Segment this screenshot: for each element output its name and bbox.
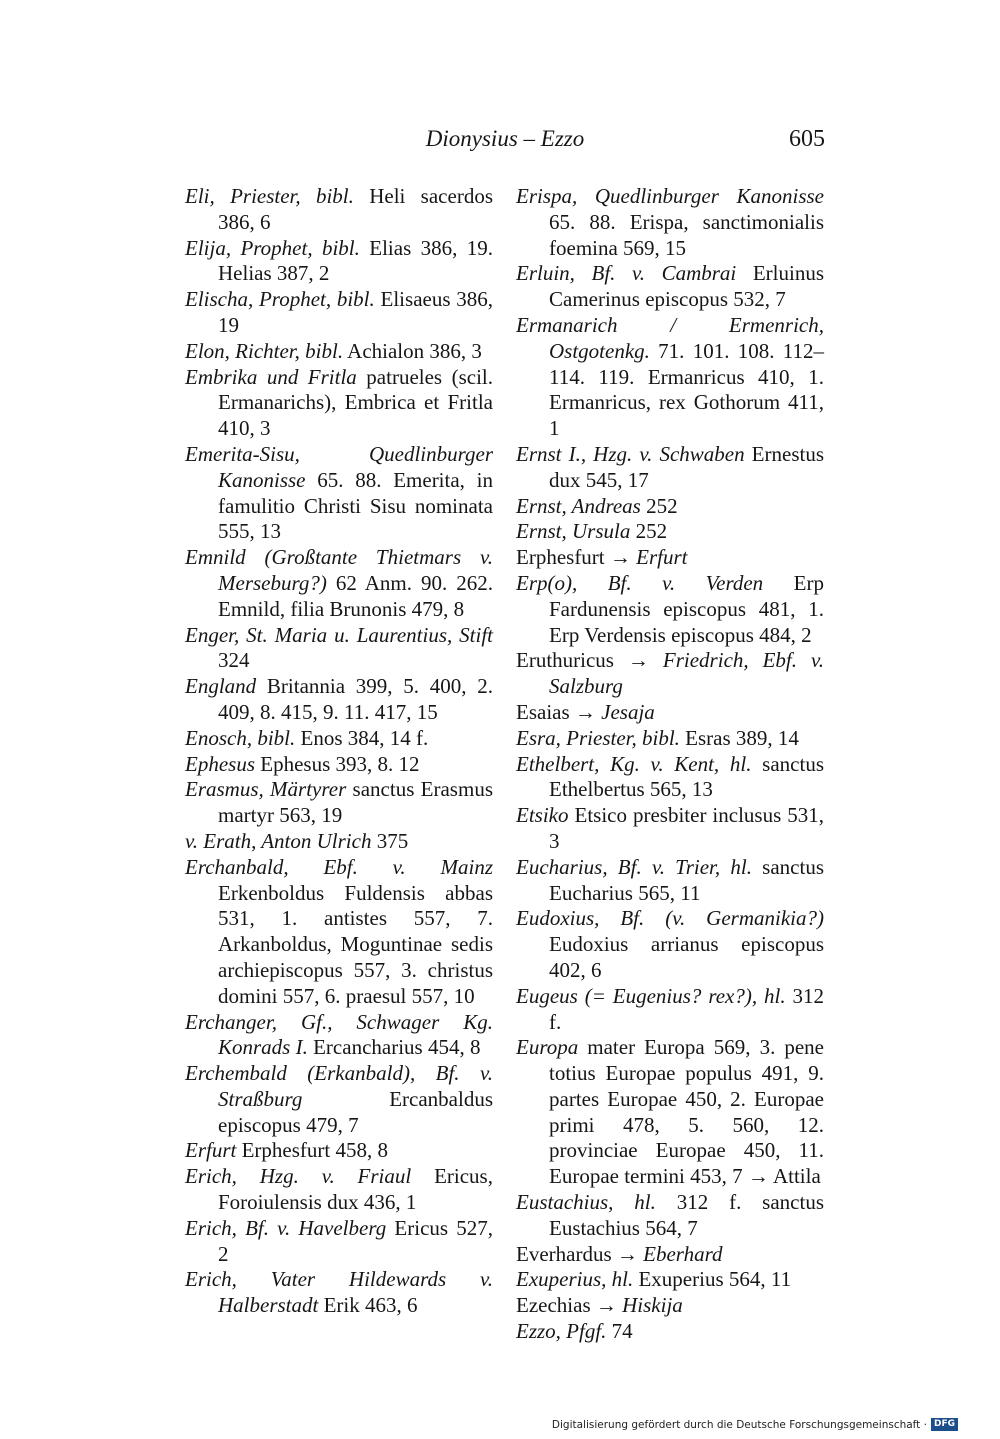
- index-entry: [185, 1267, 493, 1319]
- entry-reference-term: Everhardus →: [516, 1241, 644, 1266]
- index-entry: [516, 906, 824, 983]
- index-column-right: [516, 184, 824, 1345]
- entry-headword: Eberhard: [643, 1241, 723, 1266]
- entry-text: 74: [606, 1319, 633, 1344]
- entry-text: Heli sacerdos 386, 6: [218, 184, 493, 234]
- index-entry: [185, 674, 493, 726]
- entry-headword: Elon, Richter, bibl.: [185, 338, 344, 363]
- index-entry: [185, 1216, 493, 1268]
- entry-text: Erphesfurt 458, 8: [236, 1138, 388, 1163]
- index-entry: [185, 1061, 493, 1138]
- entry-headword: Ermanarich / Ermenrich, Ostgotenkg.: [516, 312, 824, 363]
- index-entry: [516, 1267, 824, 1293]
- entry-text: Ercanbaldus episcopus 479, 7: [218, 1086, 493, 1137]
- entry-text: Ephesus 393, 8. 12: [255, 751, 420, 776]
- index-entry: [516, 752, 824, 804]
- entry-headword: Emnild (Großtante Thietmars v. Merseburg?): [185, 545, 493, 595]
- running-head: Dionysius – Ezzo: [425, 126, 585, 151]
- entry-headword: Ernst, Andreas: [516, 493, 641, 518]
- entry-text: Erik 463, 6: [318, 1293, 418, 1318]
- entry-text: Etsico presbiter inclusus 531, 3: [549, 803, 824, 853]
- index-entry: [516, 1242, 824, 1268]
- entry-text: Ercancharius 454, 8: [307, 1035, 481, 1060]
- index-entry: [516, 855, 824, 907]
- credit-text: Digitalisierung gefördert durch die Deutsche Forschungsgemeinschaft ·: [551, 1418, 927, 1431]
- entry-text: sanctus Eucharius 565, 11: [549, 854, 825, 905]
- entry-text: Britannia 399, 5. 400, 2. 409, 8. 415, 9. 11. 417, 15: [218, 674, 493, 724]
- entry-headword: Ethelbert, Kg. v. Kent, hl.: [516, 751, 752, 776]
- entry-text: Elias 386, 19. Helias 387, 2: [218, 235, 493, 286]
- entry-text: patrueles (scil. Ermanarichs), Embrica et Fritla 410, 3: [218, 364, 493, 441]
- entry-headword: Eugeus (= Eugenius? rex?), hl.: [516, 983, 786, 1008]
- entry-text: 312 f.: [549, 983, 824, 1034]
- page-number: 605: [789, 126, 825, 152]
- entry-text: Exuperius 564, 11: [633, 1267, 792, 1292]
- index-entry: [516, 494, 824, 520]
- entry-headword: Eucharius, Bf. v. Trier, hl.: [516, 854, 752, 879]
- index-entry: [185, 442, 493, 545]
- entry-headword: Etsiko: [516, 803, 569, 828]
- index-entry: [185, 236, 493, 288]
- entry-reference-term: Eruthuricus →: [516, 648, 663, 673]
- entry-text: Erluinus Camerinus episcopus 532, 7: [549, 261, 824, 312]
- entry-text: sanctus Erasmus martyr 563, 19: [218, 777, 493, 828]
- entry-text: 71. 101. 108. 112–114. 119. Ermanricus 410, 1. Ermanricus, rex Gothorum 411, 1: [549, 338, 824, 441]
- entry-text: 62 Anm. 90. 262. Emnild, filia Brunonis 479, 8: [218, 570, 493, 621]
- entry-text: 65. 88. Emerita, in famulitio Christi Sisu nominata 555, 13: [218, 467, 493, 544]
- entry-headword: Enger, St. Maria u. Laurentius, Stift: [185, 622, 493, 647]
- entry-headword: Exuperius, hl.: [516, 1267, 634, 1292]
- index-entry: [516, 700, 824, 726]
- entry-text: 312 f. sanctus Eustachius 564, 7: [549, 1190, 824, 1240]
- index-entry: [185, 1164, 493, 1216]
- entry-headword: Ephesus: [185, 751, 255, 776]
- index-entry: [185, 1010, 493, 1062]
- index-entry: [516, 1035, 824, 1190]
- index-entry: [185, 777, 493, 829]
- index-entry: [185, 752, 493, 778]
- entry-text: Achialon 386, 3: [343, 338, 482, 363]
- index-entry: [516, 519, 824, 545]
- entry-headword: Enosch, bibl.: [185, 725, 296, 750]
- entry-headword: Erich, Vater Hildewards v. Halberstadt: [185, 1267, 493, 1318]
- entry-text: 252: [630, 519, 668, 544]
- index-entry: [516, 648, 824, 700]
- index-entry: [516, 261, 824, 313]
- entry-text: Ernestus dux 545, 17: [549, 441, 824, 492]
- entry-text: Elisaeus 386, 19: [218, 287, 493, 337]
- entry-text: Erp Fardunensis episcopus 481, 1. Erp Verdensis episcopus 484, 2: [549, 570, 824, 647]
- index-entry: [516, 803, 824, 855]
- index-entry: [185, 855, 493, 1010]
- index-entry: [185, 623, 493, 675]
- entry-headword: Erchembald (Erkanbald), Bf. v. Straßburg: [185, 1061, 493, 1111]
- entry-headword: Erasmus, Märtyrer: [185, 777, 347, 802]
- entry-headword: Eli, Priester, bibl.: [185, 184, 354, 208]
- entry-headword: Eudoxius, Bf. (v. Germanikia?): [516, 906, 824, 931]
- entry-reference-term: Esaias →: [516, 699, 602, 724]
- entry-headword: Erich, Hzg. v. Friaul: [185, 1164, 412, 1189]
- entry-text: 65. 88. Erispa, sanctimonialis foemina 569, 15: [549, 209, 824, 260]
- page-header: [185, 124, 825, 158]
- entry-text: Eudoxius arrianus episcopus 402, 6: [549, 932, 824, 982]
- entry-headword: Europa: [516, 1035, 579, 1060]
- index-entry: [516, 442, 824, 494]
- index-entry: [516, 571, 824, 648]
- entry-text: Esras 389, 14: [679, 725, 799, 750]
- entry-text: mater Europa 569, 3. pene totius Europae populus 491, 9. partes Europae 450, 2. Europae primi 478, 5. 560, 12. provinciae Europae 450, 11. Europae termini 453, 7 → Attila: [549, 1035, 824, 1189]
- index-entry: [185, 545, 493, 622]
- entry-headword: Erich, Bf. v. Havelberg: [185, 1215, 387, 1240]
- entry-headword: Erfurt: [185, 1138, 237, 1163]
- entry-text: sanctus Ethelbertus 565, 13: [549, 751, 824, 802]
- index-entry: [516, 1319, 824, 1345]
- entry-headword: Ernst I., Hzg. v. Schwaben: [516, 441, 745, 466]
- entry-headword: Eustachius, hl.: [516, 1190, 656, 1215]
- entry-headword: England: [185, 674, 257, 699]
- entry-headword: Hiskija: [622, 1293, 683, 1318]
- entry-headword: Erp(o), Bf. v. Verden: [516, 570, 764, 595]
- index-entry: [185, 339, 493, 365]
- index-entry: [516, 984, 824, 1036]
- entry-reference-term: Erphesfurt →: [516, 545, 637, 570]
- index-entry: [185, 287, 493, 339]
- entry-headword: Erispa, Quedlinburger Kanonisse: [516, 184, 824, 208]
- index-entry: [516, 1190, 824, 1242]
- entry-headword: Elischa, Prophet, bibl.: [185, 287, 375, 312]
- entry-text: Ericus, Foroiulensis dux 436, 1: [218, 1164, 493, 1215]
- entry-headword: v. Erath, Anton Ulrich: [185, 828, 372, 853]
- entry-text: 375: [371, 828, 409, 853]
- entry-headword: Ernst, Ursula: [516, 519, 631, 544]
- index-entry: [516, 545, 824, 571]
- index-entry: [516, 1293, 824, 1319]
- entry-headword: Embrika und Fritla: [185, 364, 357, 389]
- entry-text: 252: [640, 493, 678, 518]
- entry-headword: Emerita-Sisu, Quedlinburger Kanonisse: [185, 441, 493, 492]
- entry-headword: Erfurt: [636, 545, 688, 570]
- index-entry: [185, 184, 493, 236]
- entry-text: Enos 384, 14 f.: [295, 725, 429, 750]
- entry-text: Ericus 527, 2: [218, 1215, 493, 1266]
- entry-text: Erkenboldus Fuldensis abbas 531, 1. antistes 557, 7. Arkanboldus, Moguntinae sedis archiepiscopus 557, 3. christus domini 557, 6. praesul 557, 10: [218, 880, 493, 1008]
- index-entry: [516, 184, 824, 261]
- dfg-logo: DFG: [931, 1418, 958, 1431]
- index-column-left: [185, 184, 493, 1319]
- index-entry: [185, 726, 493, 752]
- entry-text: 324: [218, 648, 250, 673]
- index-entry: [516, 726, 824, 752]
- entry-headword: Erluin, Bf. v. Cambrai: [516, 261, 737, 286]
- entry-headword: Erchanger, Gf., Schwager Kg. Konrads I.: [185, 1009, 493, 1060]
- entry-headword: Ezzo, Pfgf.: [516, 1319, 607, 1344]
- entry-headword: Erchanbald, Ebf. v. Mainz: [185, 854, 493, 879]
- footer-credit: [552, 1418, 958, 1431]
- index-entry: [185, 1138, 493, 1164]
- index-entry: [185, 829, 493, 855]
- index-entry: [516, 313, 824, 442]
- entry-headword: Friedrich, Ebf. v. Salzburg: [549, 648, 824, 699]
- entry-reference-term: Ezechias →: [516, 1293, 623, 1318]
- entry-headword: Esra, Priester, bibl.: [516, 725, 680, 750]
- entry-headword: Jesaja: [601, 699, 655, 724]
- index-entry: [185, 365, 493, 442]
- entry-headword: Elija, Prophet, bibl.: [185, 235, 360, 260]
